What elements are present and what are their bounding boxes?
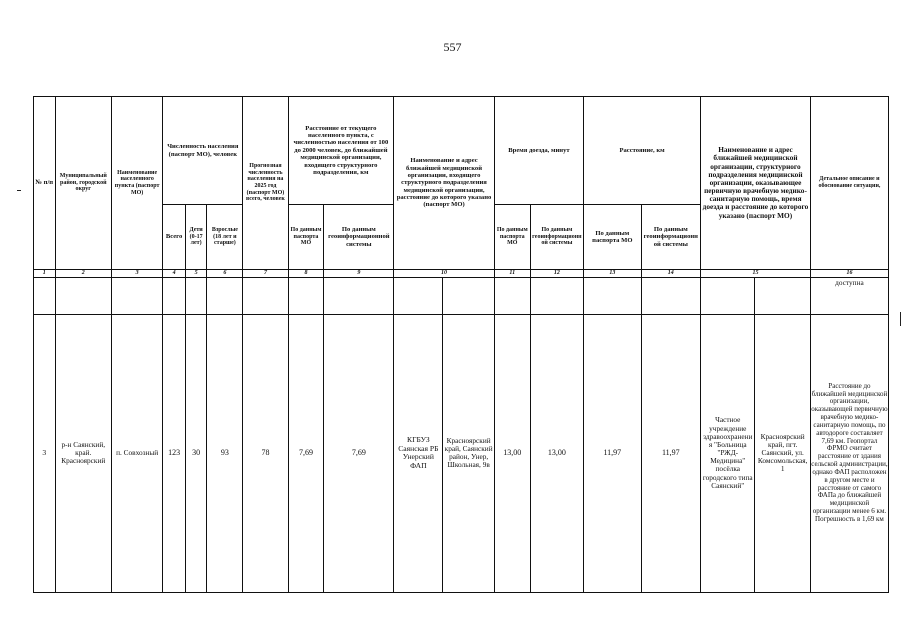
column-number-row	[34, 270, 889, 278]
row-settlement: п. Совхозный	[111, 314, 162, 592]
cont-cell	[207, 277, 243, 314]
cont-cell	[443, 277, 494, 314]
continuation-text: доступна	[810, 277, 888, 314]
header-forecast: Прогнозная численность населения на 2025 год (паспорт МО) всего, человек	[243, 97, 288, 270]
header-km-geo: По данным геоинформационной системы	[641, 205, 701, 270]
header-settlement: Наименование населенного пункта (паспорт МО)	[111, 97, 162, 270]
row-time-geo: 13,00	[530, 314, 583, 592]
page-number: 557	[443, 40, 462, 54]
col-num-12: 12	[530, 270, 583, 278]
row-details: Расстояние до ближайшей медицинской организации, оказывающей первичную врачебную медико-санитарную помощь, по автодороге составляет 7,69 км. Геопортал ФРМО считает расстояние от здания сельской администрации, однако ФАП расположен в другом месте и расстояние от самого ФАПа до ближайшей медицинской организации менее 6 км. Погрешность в 1,69 км	[810, 314, 888, 592]
cont-cell	[185, 277, 207, 314]
row-km-geo: 11,97	[641, 314, 701, 592]
col-num-14: 14	[641, 270, 701, 278]
header-pop-total: Всего	[163, 205, 186, 270]
col-num-5: 5	[185, 270, 207, 278]
row-dist-geo: 7,69	[324, 314, 394, 592]
header-municipality: Муниципальный район, городской округ	[55, 97, 111, 270]
header-primary-org: Наименование и адрес ближайшей медицинской организации, структурного подразделения медицинской организации, оказывающее первичную врачебную медико-санитарную помощь, время доезда и расстояние до которого указано (паспорт МО)	[701, 97, 811, 270]
header-pop-adults: Взрослые (18 лет и старше)	[207, 205, 243, 270]
header-nearest-org: Наименование и адрес ближайшей медицинской организации, входящего структурного подразделения медицинской организации, расстояние до которого указано (паспорт МО)	[394, 97, 495, 270]
header-time-geo: По данным геоинформационной системы	[530, 205, 583, 270]
row-municipality: р-н Саянский, край. Красноярский	[55, 314, 111, 592]
cont-cell	[243, 277, 288, 314]
cont-cell	[584, 277, 641, 314]
side-mark-left	[17, 190, 21, 191]
header-details: Детальное описание и обоснование ситуации,	[810, 97, 888, 270]
cont-cell	[324, 277, 394, 314]
header-population: Численность населения (паспорт МО), человек	[163, 97, 243, 205]
cont-cell	[288, 277, 324, 314]
col-num-3: 3	[111, 270, 162, 278]
row-pop-total: 123	[163, 314, 186, 592]
cont-cell	[163, 277, 186, 314]
cont-cell	[111, 277, 162, 314]
col-num-4: 4	[163, 270, 186, 278]
col-num-6: 6	[207, 270, 243, 278]
header-distance: Расстояние, км	[584, 97, 701, 205]
col-num-16: 16	[810, 270, 888, 278]
continuation-row	[34, 277, 889, 314]
row-org-address: Красноярский край, Саянский район, Унер, Школьная, 9в	[443, 314, 494, 592]
cont-cell	[55, 277, 111, 314]
cont-cell	[394, 277, 443, 314]
header-distance-org: Расстояние от текущего населенного пункта, с численностью населения от 100 до 2000 человек, до ближайшей медицинской организации, входящего структурного подразделения, км	[288, 97, 394, 205]
row-km-mo: 11,97	[584, 314, 641, 592]
header-dist-mo: По данным паспорта МО	[288, 205, 324, 270]
header-pop-children: Дети (0-17 лет)	[185, 205, 207, 270]
col-num-13: 13	[584, 270, 641, 278]
row-number: 3	[34, 314, 56, 592]
col-num-15: 15	[701, 270, 811, 278]
row-primary-address: Красноярский край, пгт. Саянский, ул. Комсомольская, 1	[755, 314, 810, 592]
col-num-2: 2	[55, 270, 111, 278]
cont-cell	[755, 277, 810, 314]
cont-cell	[701, 277, 755, 314]
row-pop-children: 30	[185, 314, 207, 592]
col-num-8: 8	[288, 270, 324, 278]
col-num-1: 1	[34, 270, 56, 278]
col-num-7: 7	[243, 270, 288, 278]
cont-cell	[641, 277, 701, 314]
header-time-mo: По данным паспорта МО	[494, 205, 530, 270]
cont-cell	[494, 277, 530, 314]
medical-access-table	[33, 96, 889, 593]
col-num-11: 11	[494, 270, 530, 278]
col-num-9: 9	[324, 270, 394, 278]
cont-cell	[530, 277, 583, 314]
header-km-mo: По данным паспорта МО	[584, 205, 641, 270]
row-pop-adults: 93	[207, 314, 243, 592]
row-dist-mo: 7,69	[288, 314, 324, 592]
table-row	[34, 314, 889, 592]
cont-cell	[34, 277, 56, 314]
header-travel-time: Время доезда, минут	[494, 97, 583, 205]
row-primary-name: Частное учреждение здравоохранения "Больница "РЖД-Медицина" посёлка городского типа Саянский"	[701, 314, 755, 592]
side-mark-right	[900, 312, 901, 326]
row-forecast: 78	[243, 314, 288, 592]
row-time-mo: 13,00	[494, 314, 530, 592]
row-org-name: КГБУЗ Саянская РБ Унерский ФАП	[394, 314, 443, 592]
header-dist-geo: По данным геоинформационной системы	[324, 205, 394, 270]
header-n: № п/п	[34, 97, 56, 270]
col-num-10: 10	[394, 270, 495, 278]
header-row-1	[34, 97, 889, 205]
